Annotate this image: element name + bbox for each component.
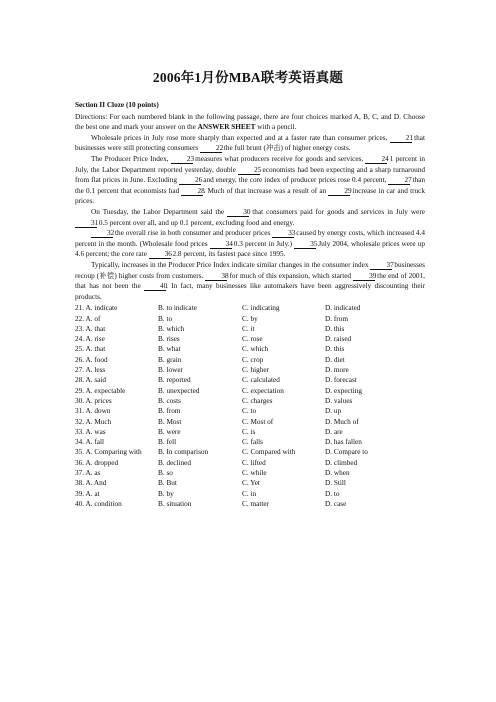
option-row — [75, 314, 425, 324]
option-choice: C. to — [242, 407, 257, 416]
option-row — [75, 386, 425, 396]
option-choice: B. which — [158, 324, 185, 333]
option-choice: C. calculated — [242, 376, 280, 385]
passage-text: and energy, the core index of producer prices rose 0.4 percent, — [201, 176, 389, 185]
cloze-blank: 22 — [200, 144, 222, 153]
option-choice: D. up — [325, 407, 342, 416]
cloze-blank: 25 — [238, 166, 260, 175]
option-choice: D. Compare to — [325, 448, 368, 457]
option-row — [75, 324, 425, 334]
option-choice: C. while — [242, 469, 267, 478]
option-row — [75, 303, 425, 313]
option-row — [75, 355, 425, 365]
option-choice: D. expecting — [325, 386, 363, 395]
option-choice: 29. A. expectable — [75, 386, 126, 395]
cloze-blank: 28 — [181, 187, 203, 196]
option-row — [75, 334, 425, 344]
option-choice: C. Yet — [242, 479, 260, 488]
option-choice: 33. A. was — [75, 427, 106, 436]
option-choice: B. grain — [158, 355, 182, 364]
passage-text: July 2004, wholesale prices were up 4.6 percent; the core rate — [75, 239, 425, 259]
passage-text: . Much of that increase was a result of an — [203, 186, 329, 195]
option-choice: C. Compared with — [242, 448, 296, 457]
passage-text: than the 0.1 percent that economists had — [75, 176, 426, 195]
section-heading: Section II Cloze (10 points) — [75, 101, 159, 109]
passage-text: measures what producers receive for goods and services, — [192, 154, 366, 163]
passage-text: for much of this expansion, which started — [227, 271, 354, 280]
option-choice: C. rose — [242, 335, 263, 344]
option-row — [75, 478, 425, 488]
cloze-blank: 26 — [179, 176, 201, 185]
option-choice: B. to indicate — [158, 304, 197, 313]
option-choice: D. from — [325, 314, 348, 323]
passage-text: the overall rise in both consumer and producer prices — [113, 229, 273, 238]
option-choice: 25. A. that — [75, 345, 106, 354]
option-choice: C. which — [242, 345, 269, 354]
passage-text: 1 percent in July, the Labor Department reported yesterday, double — [75, 154, 425, 174]
directions — [75, 112, 425, 133]
option-choice: C. matter — [242, 499, 269, 508]
option-choice: D. are — [325, 427, 343, 436]
cloze-blank: 30 — [227, 208, 249, 217]
option-row — [75, 396, 425, 406]
option-choice: B. situation — [158, 499, 192, 508]
option-choice: B. declined — [158, 458, 192, 467]
passage-text: increase in car and truck prices. — [75, 186, 425, 206]
option-choice: 28. A. said — [75, 376, 107, 385]
option-choice: B. so — [158, 469, 173, 478]
option-choice: 38. A. And — [75, 479, 107, 488]
option-row — [75, 375, 425, 385]
option-choice: B. what — [158, 345, 181, 354]
option-choice: B. by — [158, 489, 174, 498]
cloze-blank: 37 — [370, 261, 392, 270]
option-choice: 36. A. dropped — [75, 458, 119, 467]
passage-text: the end of 2001, that has not been the — [75, 271, 425, 291]
cloze-blank: 31 — [75, 219, 97, 228]
option-choice: B. reported — [158, 376, 191, 385]
option-choice: C. in — [242, 489, 257, 498]
answer-sheet-emphasis: ANSWER SHEET — [197, 123, 256, 132]
option-choice: 27. A. less — [75, 366, 106, 375]
directions-text: Directions: For each numbered blank in the following passage, there are four choices marked A, B, C, and D. Choose the best one and mark your answer on the — [75, 112, 425, 132]
document-body — [75, 100, 425, 509]
option-choice: B. to — [158, 314, 173, 323]
passage-text: Wholesale prices in July rose more sharply than expected and at a faster rate than consumer prices, — [91, 133, 390, 142]
option-choice: D. forecast — [325, 376, 357, 385]
cloze-blank: 39 — [353, 272, 375, 281]
option-choice: 24. A. rise — [75, 335, 105, 344]
option-row — [75, 406, 425, 416]
option-choice: D. to — [325, 489, 340, 498]
option-choice: 22. A. of — [75, 314, 101, 323]
passage-text: businesses recoup (补偿) higher costs from customers. — [75, 260, 425, 280]
option-row — [75, 417, 425, 427]
option-choice: C. crop — [242, 355, 264, 364]
passage-text: The Producer Price Index, — [91, 154, 171, 163]
option-choice: B. But — [158, 479, 177, 488]
answer-options — [75, 303, 425, 509]
cloze-blank: 40 — [144, 282, 166, 291]
option-choice: C. lifted — [242, 458, 266, 467]
cloze-blank: 24 — [365, 155, 387, 164]
option-row — [75, 499, 425, 509]
passage-paragraph — [75, 228, 425, 260]
option-choice: D. this — [325, 345, 345, 354]
option-choice: D. this — [325, 324, 345, 333]
cloze-blank: 29 — [328, 187, 350, 196]
option-choice: D. diet — [325, 355, 345, 364]
option-choice: B. rises — [158, 335, 180, 344]
option-row — [75, 458, 425, 468]
passage-text: On Tuesday, the Labor Department said the — [91, 207, 228, 216]
option-choice: B. unexpected — [158, 386, 200, 395]
cloze-blank: 23 — [171, 155, 193, 164]
option-choice: D. when — [325, 469, 350, 478]
cloze-blank: 21 — [390, 134, 412, 143]
passage-text: that consumers paid for goods and services in July were — [249, 207, 426, 216]
option-choice: C. falls — [242, 438, 263, 447]
passage-text: . In fact, many businesses like automakers have been aggressively discounting their products. — [75, 282, 426, 301]
option-choice: C. Most of — [242, 417, 274, 426]
option-choice: D. raised — [325, 335, 352, 344]
directions-end: with a pencil. — [255, 123, 297, 132]
option-row — [75, 437, 425, 447]
option-row — [75, 468, 425, 478]
option-choice: 35. A. Comparing with — [75, 448, 142, 457]
option-choice: C. expectation — [242, 386, 284, 395]
passage-paragraph — [75, 260, 425, 302]
option-choice: C. higher — [242, 366, 269, 375]
passage-text: caused by energy costs, which increased 4.4 percent in the month. (Wholesale food prices — [75, 229, 425, 248]
option-choice: C. it — [242, 324, 255, 333]
option-choice: 40. A. condition — [75, 499, 122, 508]
cloze-blank: 34 — [210, 240, 232, 249]
option-choice: 23. A. that — [75, 324, 106, 333]
option-choice: B. In comparison — [158, 448, 209, 457]
option-choice: 31. A. down — [75, 407, 111, 416]
option-choice: D. indicated — [325, 304, 361, 313]
passage-text: 0.3 percent in July.) — [231, 239, 295, 248]
option-choice: D. case — [325, 499, 347, 508]
passage-text: 2.8 percent, its fastest pace since 1995. — [170, 250, 286, 259]
option-row — [75, 365, 425, 375]
passage-text: economists had been expecting and a sharp turnaround from flat prices in June. Excluding — [75, 165, 425, 185]
option-choice: D. Much of — [325, 417, 359, 426]
option-choice: B. from — [158, 407, 181, 416]
passage-text: the full brunt (冲击) of higher energy costs. — [222, 144, 351, 153]
option-choice: B. costs — [158, 396, 181, 405]
passage-paragraph — [75, 207, 425, 228]
option-row — [75, 489, 425, 499]
cloze-blank: 36 — [149, 250, 171, 259]
option-choice: 26. A. food — [75, 355, 108, 364]
option-choice: B. fell — [158, 438, 177, 447]
option-choice: 39. A. at — [75, 489, 100, 498]
passage-paragraph — [75, 133, 425, 154]
option-choice: B. lower — [158, 366, 183, 375]
option-choice: B. were — [158, 427, 181, 436]
option-choice: 37. A. as — [75, 469, 101, 478]
option-choice: C. charges — [242, 396, 273, 405]
option-choice: D. more — [325, 366, 349, 375]
option-choice: D. values — [325, 396, 353, 405]
option-choice: C. indicating — [242, 304, 280, 313]
option-choice: 34. A. fall — [75, 438, 104, 447]
passage-text: 0.5 percent over all, and up 0.1 percent, excluding food and energy. — [97, 218, 295, 227]
option-choice: D. climbed — [325, 458, 358, 467]
cloze-blank: 35 — [294, 240, 316, 249]
cloze-passage — [75, 133, 425, 303]
passage-text: that businesses were still protecting consumers — [75, 133, 425, 153]
cloze-blank: 38 — [205, 272, 227, 281]
option-row — [75, 427, 425, 437]
option-row — [75, 447, 425, 457]
option-choice: 21. A. indicate — [75, 304, 118, 313]
option-choice: D. Still — [325, 479, 346, 488]
option-choice: D. has fallen — [325, 438, 362, 447]
passage-text: Typically, increases in the Producer Price Index indicate similar changes in the consumer index — [91, 260, 371, 269]
option-choice: C. by — [242, 314, 258, 323]
option-row — [75, 344, 425, 354]
option-choice: B. Most — [158, 417, 182, 426]
passage-paragraph — [75, 154, 425, 207]
option-choice: 30. A. prices — [75, 396, 112, 405]
page-title: 2006年1月份MBA联考英语真题 — [152, 70, 344, 85]
cloze-blank: 33 — [272, 229, 294, 238]
cloze-blank: 32 — [91, 229, 113, 238]
option-choice: C. is — [242, 427, 256, 436]
option-choice: 32. A. Much — [75, 417, 112, 426]
cloze-blank: 27 — [388, 176, 410, 185]
